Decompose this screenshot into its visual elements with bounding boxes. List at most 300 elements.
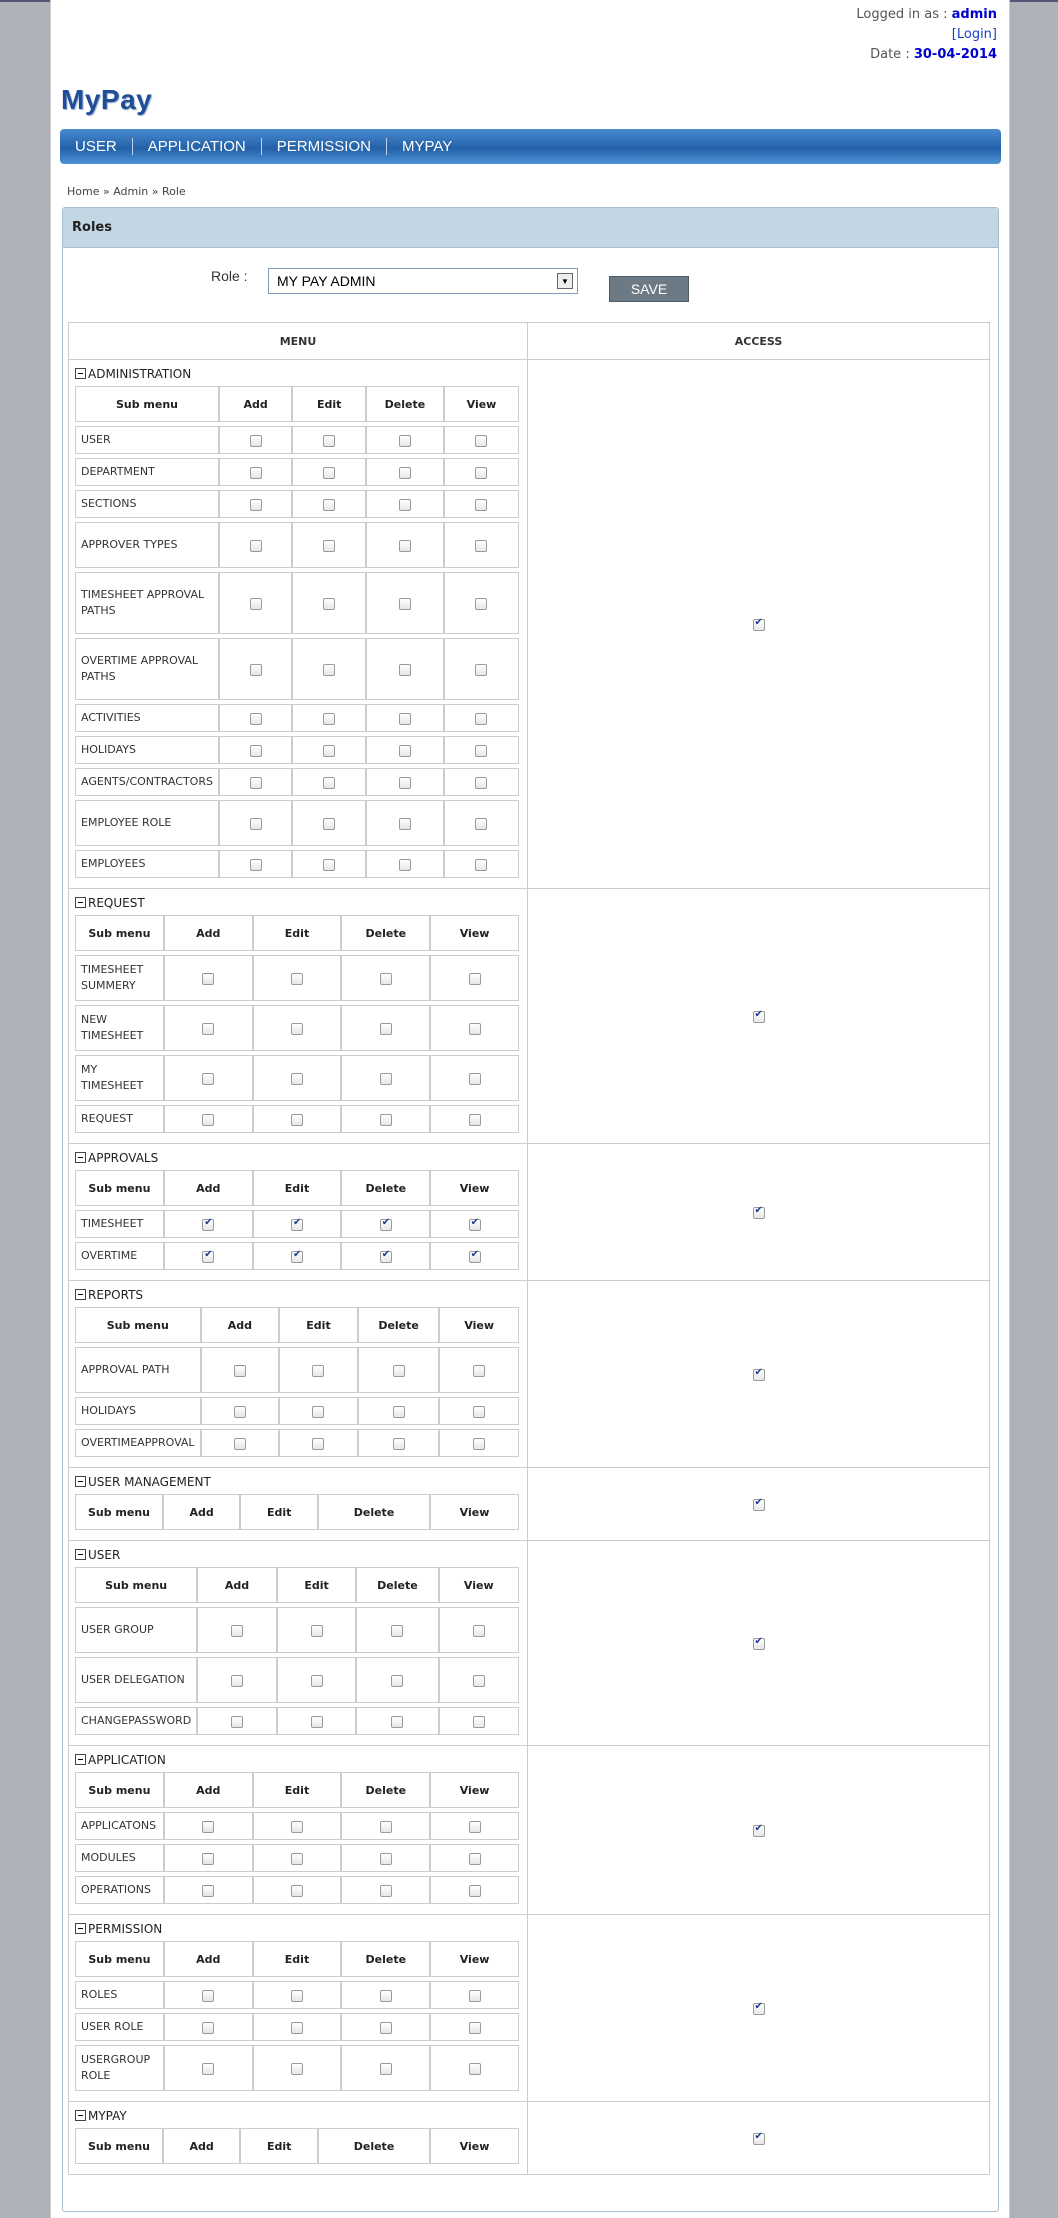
permission-cell [430,955,519,1001]
access-checkbox[interactable] [753,1369,765,1381]
permission-cell [164,1844,253,1872]
permission-cell [164,1005,253,1051]
submenu-table [75,1166,519,1274]
edit-checkbox[interactable] [311,1625,323,1637]
edit-checkbox[interactable] [323,745,335,757]
add-checkbox[interactable] [250,818,262,830]
edit-checkbox[interactable] [323,818,335,830]
permission-cell [197,1607,277,1653]
permission-cell [366,800,444,846]
add-checkbox[interactable] [250,664,262,676]
submenu-header-cell: Edit [240,1494,318,1530]
edit-checkbox[interactable] [291,1219,303,1231]
permission-cell [430,2045,519,2091]
view-checkbox[interactable] [475,664,487,676]
login-link[interactable]: [Login] [951,27,997,42]
submenu-header-cell: Delete [341,1772,430,1808]
submenu-row [75,1607,519,1653]
edit-checkbox[interactable] [323,598,335,610]
submenu-row [75,522,519,568]
section-row [69,889,990,1144]
view-checkbox[interactable] [469,2022,481,2034]
permission-cell [444,638,519,700]
submenu-row [75,1242,519,1270]
view-checkbox[interactable] [473,1365,485,1377]
permission-cell [366,426,444,454]
permission-cell [341,1005,430,1051]
delete-checkbox[interactable] [399,499,411,511]
collapse-icon[interactable] [75,368,86,379]
permission-cell [341,2045,430,2091]
collapse-icon[interactable] [75,1476,86,1487]
view-checkbox[interactable] [475,859,487,871]
view-checkbox[interactable] [475,713,487,725]
add-checkbox[interactable] [231,1625,243,1637]
permission-cell [219,850,292,878]
edit-checkbox[interactable] [291,1885,303,1897]
submenu-header-row [75,1494,519,1530]
section-title-label: PERMISSION [88,1922,163,1936]
permission-cell [366,638,444,700]
view-checkbox[interactable] [473,1438,485,1450]
add-checkbox[interactable] [202,1990,214,2002]
add-checkbox[interactable] [250,859,262,871]
submenu-row [75,1210,519,1238]
delete-checkbox[interactable] [399,467,411,479]
delete-checkbox[interactable] [399,777,411,789]
delete-checkbox[interactable] [399,713,411,725]
submenu-header-cell: Add [219,386,292,422]
delete-checkbox[interactable] [380,1219,392,1231]
collapse-icon[interactable] [75,1923,86,1934]
submenu-header-cell: View [430,2128,519,2164]
delete-checkbox[interactable] [391,1716,403,1728]
add-checkbox[interactable] [250,499,262,511]
permission-cell [164,1876,253,1904]
submenu-row [75,1981,519,2009]
submenu-header-row [75,1941,519,1977]
delete-checkbox[interactable] [380,973,392,985]
submenu-row [75,1657,519,1703]
permission-cell [430,1242,519,1270]
add-checkbox[interactable] [231,1675,243,1687]
submenu-header-cell: Add [197,1567,277,1603]
view-checkbox[interactable] [469,973,481,985]
delete-checkbox[interactable] [380,2063,392,2075]
add-checkbox[interactable] [231,1716,243,1728]
edit-checkbox[interactable] [323,777,335,789]
section-row [69,1468,990,1541]
permission-cell [430,1055,519,1101]
view-checkbox[interactable] [469,1219,481,1231]
nav-mypay[interactable]: MYPAY [401,138,453,155]
add-checkbox[interactable] [250,467,262,479]
edit-checkbox[interactable] [291,1114,303,1126]
submenu-header-cell: Sub menu [75,1941,164,1977]
main-nav [60,129,1001,164]
permission-cell [219,800,292,846]
collapse-icon[interactable] [75,1549,86,1560]
permission-cell [279,1429,358,1457]
edit-checkbox[interactable] [291,1990,303,2002]
view-checkbox[interactable] [473,1625,485,1637]
permission-cell [341,1210,430,1238]
submenu-table [75,2124,519,2168]
delete-checkbox[interactable] [380,1853,392,1865]
submenu-row [75,1707,519,1735]
section-menu-cell [69,889,528,1144]
permission-cell [430,1981,519,2009]
permission-cell [292,490,366,518]
permission-cell [341,1105,430,1133]
permission-cell [444,768,519,796]
add-checkbox[interactable] [202,1219,214,1231]
submenu-name: ACTIVITIES [75,704,219,732]
edit-checkbox[interactable] [291,2063,303,2075]
submenu-table [75,1768,519,1908]
add-checkbox[interactable] [202,1251,214,1263]
view-checkbox[interactable] [475,598,487,610]
view-checkbox[interactable] [469,1023,481,1035]
permission-cell [366,490,444,518]
permission-cell [341,2013,430,2041]
delete-checkbox[interactable] [380,1023,392,1035]
submenu-table [75,1563,519,1739]
roles-title: Roles [63,208,998,248]
edit-checkbox[interactable] [291,1251,303,1263]
submenu-header-cell: Sub menu [75,1307,201,1343]
submenu-row [75,1055,519,1101]
access-checkbox[interactable] [753,2003,765,2015]
nav-permission[interactable]: PERMISSION [262,138,387,155]
permission-cell [439,1347,519,1393]
view-checkbox[interactable] [475,745,487,757]
view-checkbox[interactable] [475,499,487,511]
edit-checkbox[interactable] [312,1438,324,1450]
permission-cell [430,1812,519,1840]
permission-cell [253,2013,342,2041]
permission-cell [439,1607,519,1653]
view-checkbox[interactable] [473,1675,485,1687]
view-checkbox[interactable] [469,1073,481,1085]
edit-checkbox[interactable] [291,1853,303,1865]
nav-user[interactable]: USER [60,138,133,155]
delete-checkbox[interactable] [399,598,411,610]
submenu-name: NEW TIMESHEET [75,1005,164,1051]
permission-cell [292,850,366,878]
delete-checkbox[interactable] [399,435,411,447]
submenu-header-row [75,1567,519,1603]
submenu-header-cell: Delete [341,915,430,951]
delete-checkbox[interactable] [399,664,411,676]
add-checkbox[interactable] [202,1114,214,1126]
add-checkbox[interactable] [202,1853,214,1865]
edit-checkbox[interactable] [323,540,335,552]
permission-cell [277,1707,357,1735]
view-checkbox[interactable] [473,1406,485,1418]
view-checkbox[interactable] [475,467,487,479]
view-checkbox[interactable] [469,1885,481,1897]
permission-cell [253,1105,342,1133]
permission-cell [444,850,519,878]
add-checkbox[interactable] [202,1023,214,1035]
add-checkbox[interactable] [234,1406,246,1418]
edit-checkbox[interactable] [312,1406,324,1418]
view-checkbox[interactable] [475,818,487,830]
submenu-header-cell: View [430,1494,519,1530]
section-title [75,1917,521,1937]
collapse-icon[interactable] [75,2110,86,2121]
delete-checkbox[interactable] [380,1885,392,1897]
add-checkbox[interactable] [250,777,262,789]
submenu-header-cell: Sub menu [75,1567,197,1603]
permission-cell [341,1055,430,1101]
permission-cell [164,2045,253,2091]
delete-checkbox[interactable] [399,818,411,830]
submenu-row [75,2045,519,2091]
section-title [75,891,521,911]
submenu-header-cell: Add [164,1941,253,1977]
add-checkbox[interactable] [250,598,262,610]
edit-checkbox[interactable] [291,1821,303,1833]
view-checkbox[interactable] [469,1821,481,1833]
submenu-header-cell: Edit [279,1307,358,1343]
add-checkbox[interactable] [202,1885,214,1897]
section-title [75,1146,521,1166]
permission-cell [253,2045,342,2091]
permission-cell [219,768,292,796]
permission-cell [341,955,430,1001]
edit-checkbox[interactable] [311,1675,323,1687]
permission-cell [444,572,519,634]
add-checkbox[interactable] [202,2063,214,2075]
submenu-header-cell: Delete [318,2128,430,2164]
view-checkbox[interactable] [475,435,487,447]
delete-checkbox[interactable] [380,1821,392,1833]
access-checkbox[interactable] [753,2133,765,2145]
add-checkbox[interactable] [202,973,214,985]
submenu-name: OPERATIONS [75,1876,164,1904]
delete-checkbox[interactable] [380,2022,392,2034]
permission-cell [444,800,519,846]
permission-cell [292,768,366,796]
nav-application[interactable]: APPLICATION [133,138,262,155]
edit-checkbox[interactable] [312,1365,324,1377]
section-menu-cell [69,1468,528,1541]
view-checkbox[interactable] [475,540,487,552]
delete-checkbox[interactable] [380,1990,392,2002]
permission-cell [277,1607,357,1653]
view-checkbox[interactable] [469,1251,481,1263]
submenu-table [75,911,519,1137]
delete-checkbox[interactable] [391,1675,403,1687]
access-checkbox[interactable] [753,1638,765,1650]
permission-cell [366,850,444,878]
submenu-header-cell: Add [164,1170,253,1206]
permission-cell [430,1105,519,1133]
submenu-row [75,850,519,878]
permission-cell [292,522,366,568]
role-select[interactable] [268,268,578,294]
submenu-row [75,768,519,796]
submenu-name: HOLIDAYS [75,736,219,764]
permission-cell [292,800,366,846]
add-checkbox[interactable] [250,540,262,552]
edit-checkbox[interactable] [291,973,303,985]
edit-checkbox[interactable] [291,1073,303,1085]
add-checkbox[interactable] [202,1073,214,1085]
permission-cell [341,1844,430,1872]
add-checkbox[interactable] [250,745,262,757]
submenu-name: APPROVER TYPES [75,522,219,568]
permission-cell [439,1397,519,1425]
submenu-header-cell: View [439,1307,519,1343]
permission-cell [356,1607,438,1653]
submenu-name: TIMESHEET APPROVAL PATHS [75,572,219,634]
edit-checkbox[interactable] [323,499,335,511]
submenu-header-cell: Edit [277,1567,357,1603]
submenu-name: OVERTIME APPROVAL PATHS [75,638,219,700]
submenu-header-cell: View [430,1941,519,1977]
add-checkbox[interactable] [234,1365,246,1377]
submenu-name: CHANGEPASSWORD [75,1707,197,1735]
edit-checkbox[interactable] [323,664,335,676]
access-cell [528,1746,990,1915]
delete-checkbox[interactable] [393,1365,405,1377]
collapse-icon[interactable] [75,1289,86,1300]
access-checkbox[interactable] [753,1499,765,1511]
submenu-row [75,1347,519,1393]
permission-cell [253,1981,342,2009]
view-checkbox[interactable] [473,1716,485,1728]
edit-checkbox[interactable] [323,713,335,725]
delete-checkbox[interactable] [391,1625,403,1637]
permission-cell [444,426,519,454]
submenu-header-cell: Edit [253,915,342,951]
permission-cell [439,1429,519,1457]
view-checkbox[interactable] [469,1853,481,1865]
permission-cell [292,458,366,486]
section-title [75,1748,521,1768]
add-checkbox[interactable] [234,1438,246,1450]
section-menu-cell [69,360,528,889]
delete-checkbox[interactable] [393,1438,405,1450]
submenu-name: EMPLOYEE ROLE [75,800,219,846]
view-checkbox[interactable] [475,777,487,789]
add-checkbox[interactable] [250,435,262,447]
access-cell [528,360,990,889]
access-cell [528,889,990,1144]
edit-checkbox[interactable] [323,467,335,479]
access-cell [528,1915,990,2102]
submenu-header-cell: View [444,386,519,422]
permission-cell [430,1005,519,1051]
delete-checkbox[interactable] [399,745,411,757]
delete-checkbox[interactable] [399,859,411,871]
permission-cell [253,1812,342,1840]
permission-cell [219,458,292,486]
save-button[interactable]: SAVE [609,276,689,302]
section-title-label: APPROVALS [88,1151,159,1165]
section-menu-cell [69,1915,528,2102]
edit-checkbox[interactable] [291,1023,303,1035]
edit-checkbox[interactable] [323,859,335,871]
view-checkbox[interactable] [469,1990,481,2002]
edit-checkbox[interactable] [311,1716,323,1728]
access-checkbox[interactable] [753,1825,765,1837]
submenu-name: TIMESHEET SUMMERY [75,955,164,1001]
permission-cell [164,1055,253,1101]
permission-cell [444,490,519,518]
submenu-name: USER ROLE [75,2013,164,2041]
add-checkbox[interactable] [202,2022,214,2034]
dropdown-arrow-icon[interactable]: ▼ [557,273,573,289]
access-cell [528,1144,990,1281]
permission-cell [366,458,444,486]
edit-checkbox[interactable] [323,435,335,447]
section-menu-cell [69,1281,528,1468]
submenu-row [75,1429,519,1457]
access-checkbox[interactable] [753,1011,765,1023]
mypay-logo[interactable]: MyPay [61,84,153,115]
permission-cell [279,1347,358,1393]
permission-cell [356,1707,438,1735]
delete-checkbox[interactable] [380,1114,392,1126]
section-title [75,2104,521,2124]
add-checkbox[interactable] [250,713,262,725]
submenu-header-cell: Delete [366,386,444,422]
submenu-table [75,1303,519,1461]
submenu-name: TIMESHEET [75,1210,164,1238]
section-row [69,1915,990,2102]
submenu-header-cell: Sub menu [75,915,164,951]
permission-cell [219,490,292,518]
submenu-header-row [75,1307,519,1343]
permission-cell [253,1005,342,1051]
submenu-header-cell: Sub menu [75,386,219,422]
delete-checkbox[interactable] [399,540,411,552]
submenu-header-cell: Delete [341,1170,430,1206]
add-checkbox[interactable] [202,1821,214,1833]
submenu-name: USER DELEGATION [75,1657,197,1703]
permission-cell [366,736,444,764]
submenu-name: USERGROUP ROLE [75,2045,164,2091]
permission-cell [444,704,519,732]
permission-cell [253,955,342,1001]
delete-checkbox[interactable] [380,1073,392,1085]
permission-cell [444,736,519,764]
permission-cell [253,1210,342,1238]
submenu-header-cell: Edit [240,2128,318,2164]
access-checkbox[interactable] [753,1207,765,1219]
section-menu-cell [69,1541,528,1746]
delete-checkbox[interactable] [393,1406,405,1418]
submenu-name: MY TIMESHEET [75,1055,164,1101]
section-row [69,1541,990,1746]
submenu-header-cell: Add [163,1494,240,1530]
collapse-icon[interactable] [75,1754,86,1765]
collapse-icon[interactable] [75,1152,86,1163]
view-checkbox[interactable] [469,2063,481,2075]
permission-cell [219,426,292,454]
permission-cell [430,1844,519,1872]
view-checkbox[interactable] [469,1114,481,1126]
collapse-icon[interactable] [75,897,86,908]
permission-cell [366,572,444,634]
delete-checkbox[interactable] [380,1251,392,1263]
edit-checkbox[interactable] [291,2022,303,2034]
access-checkbox[interactable] [753,619,765,631]
